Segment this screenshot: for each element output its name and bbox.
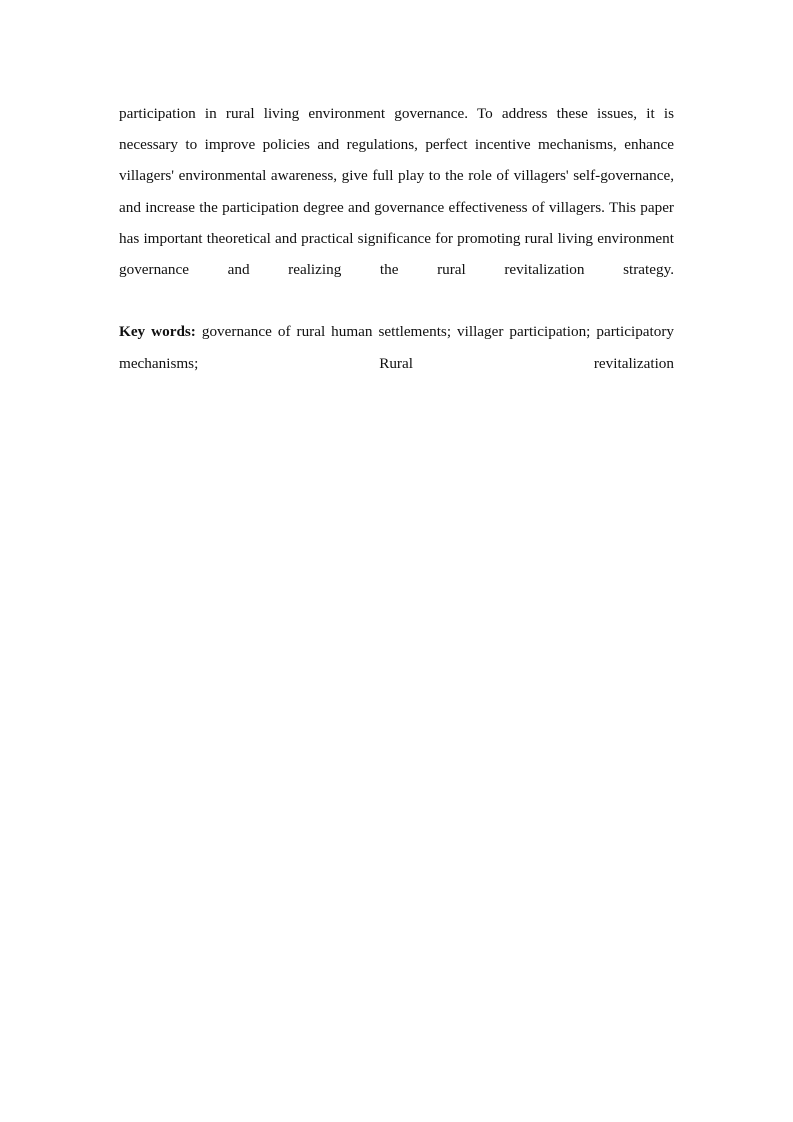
text-column [119, 98, 674, 410]
keywords-label: Key words: [119, 323, 196, 341]
keywords-value: governance of rural human settlements; villager participation; participatory mechanisms; Rural revitalization [119, 323, 674, 372]
abstract-continuation-paragraph: participation in rural living environment governance. To address these issues, it is necessary to improve policies and regulations, perfect incentive mechanisms, enhance villagers' environmental awareness, give full play to the role of villagers' self-governance, and increase the participation degree and governance effectiveness of villagers. This paper has important theoretical and practical significance for promoting rural living environment governance and realizing the rural revitalization strategy. [119, 105, 674, 279]
keywords-paragraph [119, 316, 674, 410]
